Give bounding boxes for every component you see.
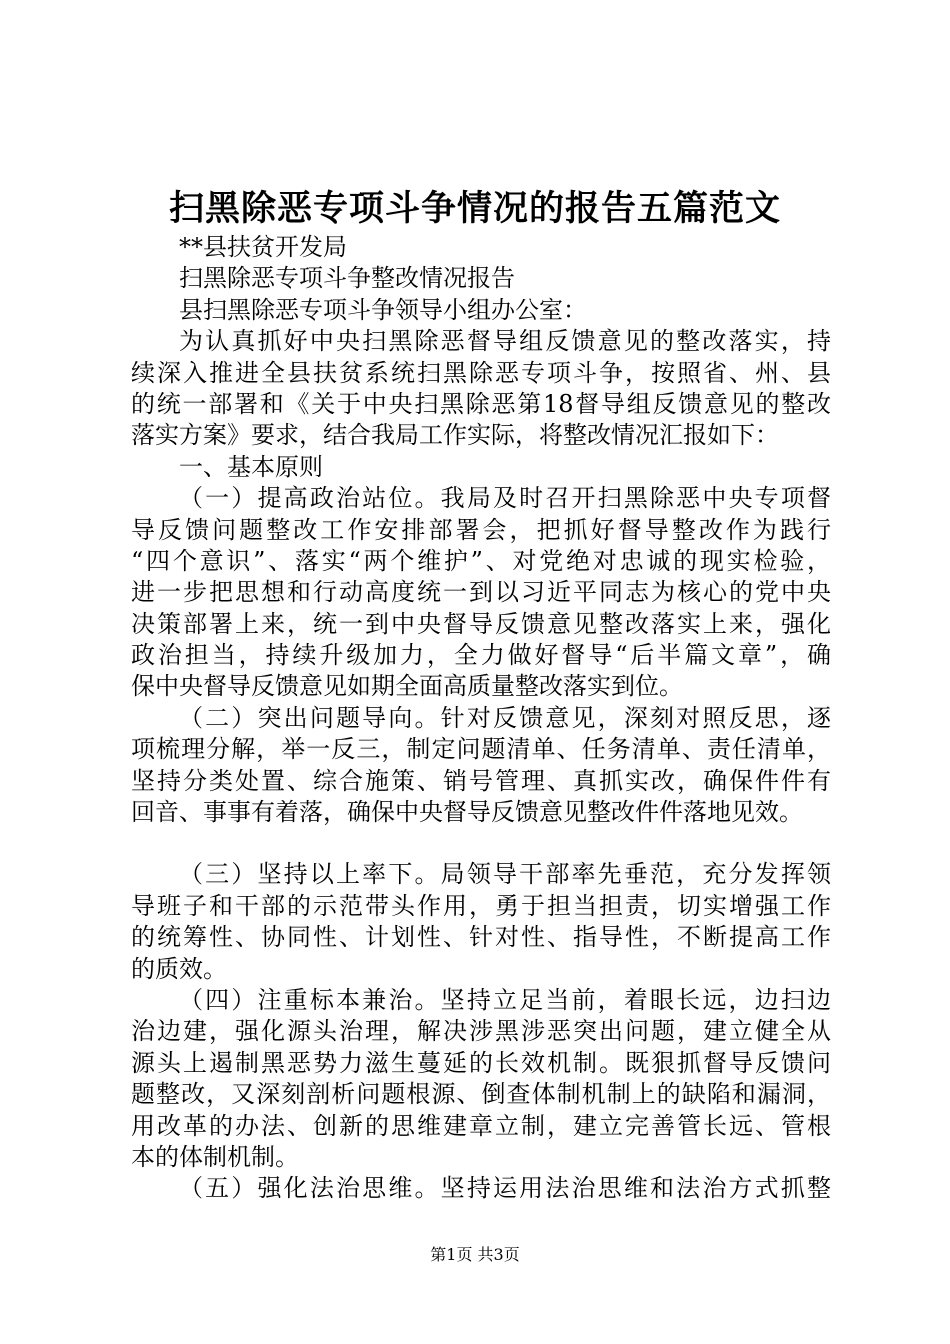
body-line: 坚持分类处置、综合施策、销号管理、真抓实改，确保件件有 (131, 766, 831, 795)
body-line: 续深入推进全县扶贫系统扫黑除恶专项斗争，按照省、州、县 (131, 358, 831, 387)
body-line: 政治担当，持续升级加力，全力做好督导“后半篇文章”，确 (131, 641, 831, 670)
document-body (131, 232, 831, 1205)
body-line: （二）突出问题导向。针对反馈意见，深刻对照反思，逐 (179, 703, 831, 732)
page-number-footer: 第1页 共3页 (430, 1245, 520, 1264)
section-heading: 一、基本原则 (179, 452, 323, 481)
body-line: 本的体制机制。 (131, 1142, 299, 1171)
body-line: 导班子和干部的示范带头作用，勇于担当担责，切实增强工作 (131, 891, 831, 920)
body-line: 进一步把思想和行动高度统一到以习近平同志为核心的党中央 (131, 578, 831, 607)
body-line: 导反馈问题整改工作安排部署会，把抓好督导整改作为践行 (131, 515, 831, 544)
body-line: **县扶贫开发局 (179, 233, 347, 261)
body-line: （五）强化法治思维。坚持运用法治思维和法治方式抓整 (179, 1174, 831, 1203)
body-line: 县扫黑除恶专项斗争领导小组办公室： (179, 295, 587, 324)
body-line: 题整改，又深刻剖析问题根源、倒查体制机制上的缺陷和漏洞， (131, 1080, 831, 1109)
body-line: 为认真抓好中央扫黑除恶督导组反馈意见的整改落实，持 (179, 327, 831, 356)
body-line: 的统筹性、协同性、计划性、针对性、指导性，不断提高工作 (131, 923, 831, 952)
body-line: （一）提高政治站位。我局及时召开扫黑除恶中央专项督 (179, 484, 831, 513)
body-line: （四）注重标本兼治。坚持立足当前，着眼长远，边扫边 (179, 985, 831, 1014)
document-title: 扫黑除恶专项斗争情况的报告五篇范文 (168, 188, 781, 229)
body-line: 用改革的办法、创新的思维建章立制，建立完善管长远、管根 (131, 1111, 831, 1140)
body-line: 回音、事事有着落，确保中央督导反馈意见整改件件落地见效。 (131, 798, 803, 827)
body-line: 源头上遏制黑恶势力滋生蔓延的长效机制。既狠抓督导反馈问 (131, 1048, 831, 1077)
body-line: 项梳理分解，举一反三，制定问题清单、任务清单、责任清单， (131, 735, 831, 764)
body-line: 决策部署上来，统一到中央督导反馈意见整改落实上来，强化 (131, 609, 831, 638)
body-line: “四个意识”、落实“两个维护”、对党绝对忠诚的现实检验， (131, 546, 831, 575)
body-line: 落实方案》要求，结合我局工作实际，将整改情况汇报如下： (131, 421, 779, 450)
body-line: （三）坚持以上率下。局领导干部率先垂范，充分发挥领 (179, 860, 831, 889)
body-line: 扫黑除恶专项斗争整改情况报告 (179, 264, 515, 293)
body-line: 治边建，强化源头治理，解决涉黑涉恶突出问题，建立健全从 (131, 1017, 831, 1046)
body-line: 的统一部署和《关于中央扫黑除恶第18督导组反馈意见的整改 (131, 389, 831, 418)
body-line: 保中央督导反馈意见如期全面高质量整改落实到位。 (131, 672, 683, 701)
body-line: 的质效。 (131, 954, 227, 983)
